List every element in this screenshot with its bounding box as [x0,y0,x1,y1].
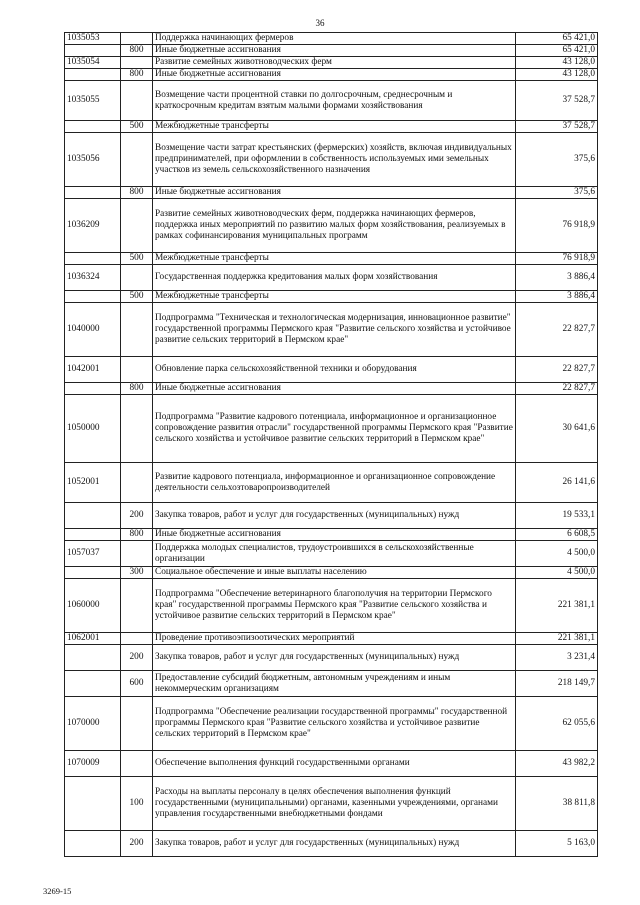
page-number: 36 [315,18,325,28]
row-name: Поддержка начинающих фермеров [153,33,516,45]
table-row [65,503,598,529]
row-code: 1035056 [65,133,121,187]
table-row [65,121,598,133]
table-row [65,291,598,303]
row-sum: 37 528,7 [516,81,598,121]
row-code: 1062001 [65,633,121,645]
row-kvr: 800 [121,383,153,395]
table-row [65,395,598,463]
row-code [65,45,121,57]
row-sum: 375,6 [516,133,598,187]
row-name: Закупка товаров, работ и услуг для государственных (муниципальных) нужд [153,503,516,529]
table-row [65,253,598,265]
row-kvr [121,463,153,503]
row-sum: 65 421,0 [516,45,598,57]
row-kvr [121,541,153,567]
row-code [65,383,121,395]
table-row [65,133,598,187]
row-name: Предоставление субсидий бюджетным, автономным учреждениям и иным некоммерческим организациям [153,671,516,697]
row-code [65,567,121,579]
row-kvr [121,199,153,253]
row-sum: 76 918,9 [516,253,598,265]
row-code: 1036209 [65,199,121,253]
row-code: 1035055 [65,81,121,121]
row-code: 1035054 [65,57,121,69]
table-row [65,57,598,69]
table-row [65,81,598,121]
row-code [65,671,121,697]
row-name: Подпрограмма "Техническая и технологическая модернизация, инновационное развитие" государственной программы Пермского края "Развитие сельского хозяйства и устойчивое развитие сельских территорий в Пермском крае" [153,303,516,357]
table-row [65,303,598,357]
table-row [65,529,598,541]
row-sum: 5 163,0 [516,831,598,857]
row-code: 1052001 [65,463,121,503]
row-code: 1040000 [65,303,121,357]
row-sum: 76 918,9 [516,199,598,253]
row-name: Развитие семейных животноводческих ферм, поддержка начинающих фермеров, поддержка иных мероприятий по развитию малых форм хозяйствования, реализуемых в рамках софинансирования муниципальных программ [153,199,516,253]
row-kvr [121,303,153,357]
row-kvr: 600 [121,671,153,697]
row-sum: 3 886,4 [516,265,598,291]
row-sum: 22 827,7 [516,357,598,383]
table-row [65,579,598,633]
row-kvr [121,33,153,45]
row-name: Иные бюджетные ассигнования [153,383,516,395]
table-row [65,199,598,253]
row-kvr [121,395,153,463]
table-row [65,357,598,383]
row-kvr [121,751,153,777]
row-kvr: 200 [121,645,153,671]
row-name: Возмещение части затрат крестьянских (фермерских) хозяйств, включая индивидуальных предпринимателей, при оформлении в собственность используемых ими земельных участков из земель сельскохозяйственного назначения [153,133,516,187]
row-sum: 43 982,2 [516,751,598,777]
row-kvr [121,57,153,69]
row-sum: 43 128,0 [516,57,598,69]
row-sum: 3 231,4 [516,645,598,671]
row-kvr: 100 [121,777,153,831]
table-row [65,187,598,199]
table-row [65,831,598,857]
row-code: 1042001 [65,357,121,383]
row-kvr: 500 [121,253,153,265]
table-row [65,751,598,777]
row-code: 1050000 [65,395,121,463]
row-code: 1036324 [65,265,121,291]
row-kvr: 800 [121,69,153,81]
row-code [65,121,121,133]
row-name: Иные бюджетные ассигнования [153,69,516,81]
row-sum: 38 811,8 [516,777,598,831]
row-code [65,291,121,303]
table-row [65,567,598,579]
row-kvr [121,697,153,751]
row-code [65,777,121,831]
row-kvr [121,133,153,187]
row-name: Иные бюджетные ассигнования [153,529,516,541]
row-name: Закупка товаров, работ и услуг для государственных (муниципальных) нужд [153,831,516,857]
row-code [65,831,121,857]
row-name: Иные бюджетные ассигнования [153,45,516,57]
row-kvr [121,265,153,291]
table-row [65,69,598,81]
row-name: Подпрограмма "Развитие кадрового потенциала, информационное и организационное сопровождение развития отрасли" государственной программы Пермского края "Развитие сельского хозяйства и устойчивое развитие сельских территорий в Пермском крае" [153,395,516,463]
row-name: Обеспечение выполнения функций государственными органами [153,751,516,777]
row-name: Обновление парка сельскохозяйственной техники и оборудования [153,357,516,383]
row-kvr: 800 [121,45,153,57]
row-sum: 19 533,1 [516,503,598,529]
row-sum: 30 641,6 [516,395,598,463]
row-sum: 37 528,7 [516,121,598,133]
row-kvr: 200 [121,503,153,529]
table-row [65,633,598,645]
budget-table [64,32,598,857]
table-row [65,33,598,45]
row-code: 1070000 [65,697,121,751]
row-name: Социальное обеспечение и иные выплаты населению [153,567,516,579]
row-kvr: 800 [121,187,153,199]
row-code [65,529,121,541]
row-kvr: 200 [121,831,153,857]
row-name: Проведение противоэпизоотических мероприятий [153,633,516,645]
row-kvr [121,81,153,121]
row-name: Развитие семейных животноводческих ферм [153,57,516,69]
table-row [65,383,598,395]
table-row [65,265,598,291]
row-name: Возмещение части процентной ставки по долгосрочным, среднесрочным и краткосрочным кредитам взятым малыми формами хозяйствования [153,81,516,121]
row-kvr [121,579,153,633]
table-row [65,541,598,567]
row-kvr: 300 [121,567,153,579]
row-sum: 221 381,1 [516,579,598,633]
row-name: Государственная поддержка кредитования малых форм хозяйствования [153,265,516,291]
row-code [65,187,121,199]
row-name: Межбюджетные трансферты [153,253,516,265]
row-sum: 65 421,0 [516,33,598,45]
row-kvr [121,633,153,645]
row-code: 1070009 [65,751,121,777]
row-name: Подпрограмма "Обеспечение реализации государственной программы" государственной программы Пермского края "Развитие сельского хозяйства и устойчивое развитие сельских территорий в Пермском крае" [153,697,516,751]
row-code: 1057037 [65,541,121,567]
row-code: 1060000 [65,579,121,633]
row-sum: 4 500,0 [516,567,598,579]
table-row [65,463,598,503]
row-name: Расходы на выплаты персоналу в целях обеспечения выполнения функций государственными (муниципальными) органами, казенными учреждениями, органами управления государственными внебюджетными фондами [153,777,516,831]
row-kvr: 800 [121,529,153,541]
row-name: Закупка товаров, работ и услуг для государственных (муниципальных) нужд [153,645,516,671]
row-sum: 22 827,7 [516,303,598,357]
row-kvr: 500 [121,121,153,133]
row-code: 1035053 [65,33,121,45]
row-sum: 6 608,5 [516,529,598,541]
row-name: Иные бюджетные ассигнования [153,187,516,199]
row-name: Развитие кадрового потенциала, информационное и организационное сопровождение деятельности сельхозтоваропроизводителей [153,463,516,503]
row-code [65,253,121,265]
table-row [65,45,598,57]
table-row [65,671,598,697]
row-code [65,645,121,671]
row-sum: 62 055,6 [516,697,598,751]
row-sum: 22 827,7 [516,383,598,395]
row-sum: 221 381,1 [516,633,598,645]
row-sum: 43 128,0 [516,69,598,81]
row-sum: 4 500,0 [516,541,598,567]
row-name: Межбюджетные трансферты [153,121,516,133]
row-code [65,69,121,81]
footer-code: 3269-15 [43,886,72,896]
table-row [65,697,598,751]
row-name: Поддержка молодых специалистов, трудоустроившихся в сельскохозяйственные организации [153,541,516,567]
table-row [65,777,598,831]
row-kvr: 500 [121,291,153,303]
row-sum: 218 149,7 [516,671,598,697]
row-sum: 375,6 [516,187,598,199]
table-row [65,645,598,671]
row-code [65,503,121,529]
row-name: Межбюджетные трансферты [153,291,516,303]
row-name: Подпрограмма "Обеспечение ветеринарного благополучия на территории Пермского края" государственной программы Пермского края "Развитие сельского хозяйства и устойчивое развитие сельских территорий в Пермском крае" [153,579,516,633]
row-sum: 26 141,6 [516,463,598,503]
row-kvr [121,357,153,383]
row-sum: 3 886,4 [516,291,598,303]
